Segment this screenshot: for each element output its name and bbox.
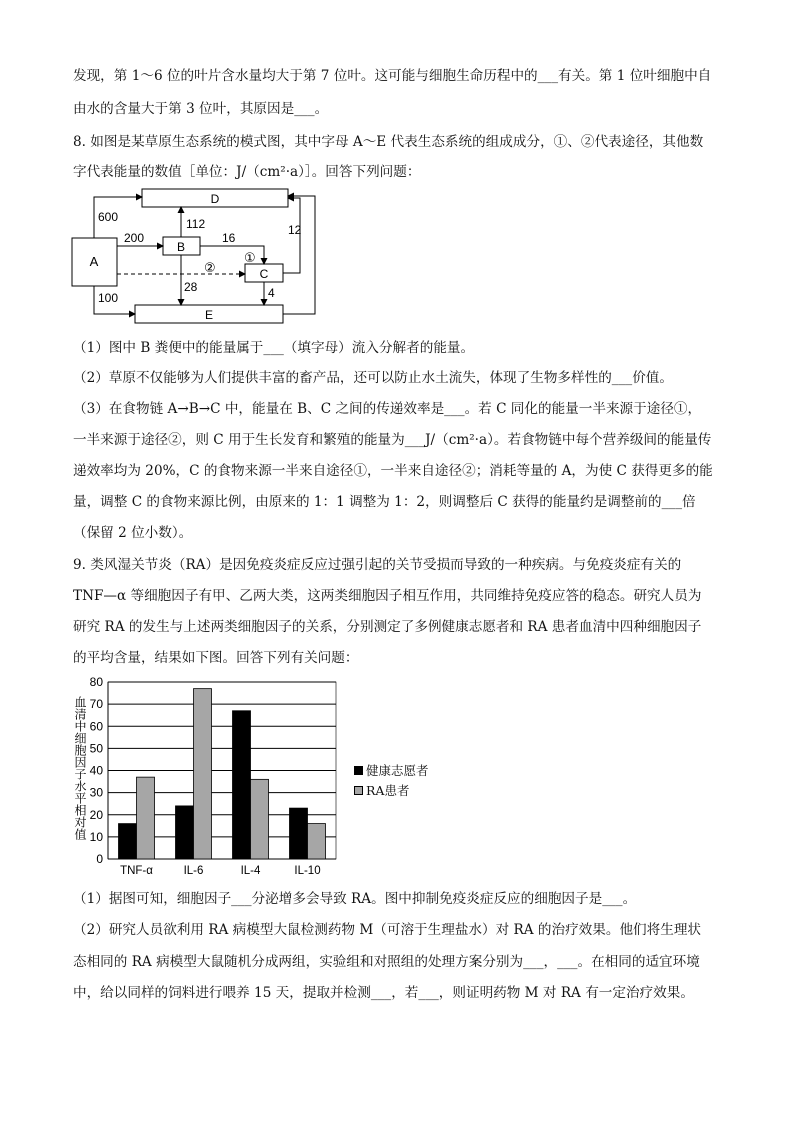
question-8-3: 一半来源于途径②，则 C 用于生长发育和繁殖的能量为___J/（cm²·a）。若食物链中每个营养级间的能量传 — [73, 432, 712, 448]
chart-y-axis-label: 血清中细胞因子水平相对值 — [73, 696, 87, 840]
x-tick-label: IL-6 — [183, 865, 204, 877]
question-9-2: 中，给以同样的饲料进行喂养 15 天，提取并检测___，若___，则证明药物 M 对 RA 有一定治疗效果。 — [73, 985, 694, 1001]
question-9-stem: 的平均含量，结果如下图。回答下列有关问题： — [73, 650, 359, 666]
question-9-1: （1）据图可知，细胞因子___分泌增多会导致 RA。图中抑制免疫炎症反应的细胞因子是___。 — [73, 891, 637, 907]
y-tick-label: 30 — [89, 785, 103, 800]
question-8-3: 量，调整 C 的食物来源比例，由原来的 1：1 调整为 1：2，则调整后 C 获得的能量约是调整前的___倍 — [73, 494, 696, 510]
question-9-stem: 9. 类风湿关节炎（RA）是因免疫炎症反应过强引起的关节受损而导致的一种疾病。与免疫炎症有关的 — [73, 557, 682, 573]
node-d-label: D — [210, 192, 220, 206]
node-a-label: A — [89, 254, 99, 269]
y-tick-label: 50 — [89, 741, 103, 756]
cytokine-bar-chart — [70, 676, 360, 881]
bar-healthy — [233, 711, 251, 859]
question-8-stem: 8. 如图是某草原生态系统的模式图，其中字母 A～E 代表生态系统的组成成分，①、②代表途径，其他数 — [73, 134, 704, 150]
y-tick-label: 20 — [89, 807, 103, 822]
y-tick-label: 10 — [89, 829, 103, 844]
label-a-e: 100 — [98, 291, 119, 305]
legend-item-ra — [354, 781, 409, 799]
label-a-d: 600 — [98, 210, 119, 224]
bar-healthy — [176, 806, 194, 859]
label-b-e: 28 — [184, 280, 198, 294]
y-tick-label: 70 — [89, 697, 103, 712]
label-c-e: 4 — [268, 286, 275, 300]
label-b-c: 16 — [222, 231, 236, 245]
node-c-label: C — [259, 267, 269, 281]
question-9-2: （2）研究人员欲利用 RA 病模型大鼠检测药物 M（可溶于生理盐水）对 RA 的治疗效果。他们将生理状 — [73, 922, 702, 938]
bar-healthy — [290, 808, 308, 859]
question-8-3: 递效率均为 20%，C 的食物来源一半来自途径①，一半来自途径②；消耗等量的 A，为使 C 获得更多的能 — [73, 463, 713, 479]
label-b-d: 112 — [186, 217, 206, 231]
question-8-1: （1）图中 B 粪便中的能量属于___（填字母）流入分解者的能量。 — [73, 340, 475, 356]
label-c-d: 12 — [288, 223, 302, 237]
y-tick-label: 60 — [89, 719, 103, 734]
question-8-2: （2）草原不仅能够为人们提供丰富的畜产品，还可以防止水土流失，体现了生物多样性的___价值。 — [73, 370, 673, 386]
bar-ra — [194, 689, 212, 859]
arrow-e-d — [283, 196, 315, 314]
question-8-3: （保留 2 位小数）。 — [73, 525, 193, 541]
x-tick-label: IL-4 — [240, 865, 261, 877]
node-e-label: E — [204, 308, 214, 322]
y-tick-label: 40 — [89, 763, 103, 778]
bar-ra — [137, 777, 155, 859]
label-path2: ② — [204, 260, 216, 275]
question-8-3: （3）在食物链 A→B→C 中，能量在 B、C 之间的传递效率是___。若 C 同化的能量一半来源于途径①， — [73, 401, 702, 417]
text-line: 由水的含量大于第 3 位叶，其原因是___。 — [73, 101, 329, 117]
question-9-stem: 研究 RA 的发生与上述两类细胞因子的关系，分别测定了多例健康志愿者和 RA 患者血清中四种细胞因子 — [73, 619, 702, 635]
text-line: 发现，第 1～6 位的叶片含水量均大于第 7 位叶。这可能与细胞生命历程中的___有关。第 1 位叶细胞中自 — [73, 68, 712, 84]
question-9-stem: TNF—α 等细胞因子有甲、乙两大类，这两类细胞因子相互作用，共同维持免疫应答的稳态。研究人员为 — [73, 588, 702, 604]
y-tick-label: 80 — [89, 676, 103, 689]
label-path1: ① — [244, 250, 256, 265]
label-a-b: 200 — [124, 231, 145, 245]
legend-label-ra: RA患者 — [366, 783, 410, 798]
bar-healthy — [119, 824, 137, 859]
legend-swatch-ra — [354, 786, 363, 795]
legend-swatch-healthy — [354, 766, 363, 775]
x-tick-label: IL-10 — [294, 865, 321, 877]
ecosystem-diagram — [60, 183, 330, 328]
question-9-2: 态相同的 RA 病模型大鼠随机分成两组，实验组和对照组的处理方案分别为___，___。在相同的适宜环境 — [73, 954, 700, 970]
bar-ra — [308, 824, 326, 859]
node-b-label: B — [176, 240, 186, 254]
x-tick-label: TNF-α — [120, 865, 153, 877]
bar-ra — [251, 779, 269, 859]
legend-label-healthy: 健康志愿者 — [366, 763, 429, 778]
question-8-stem: 字代表能量的数值［单位：J/（cm²·a）］。回答下列问题： — [73, 164, 421, 180]
y-tick-label: 0 — [96, 852, 103, 866]
legend-item-healthy — [354, 761, 429, 779]
